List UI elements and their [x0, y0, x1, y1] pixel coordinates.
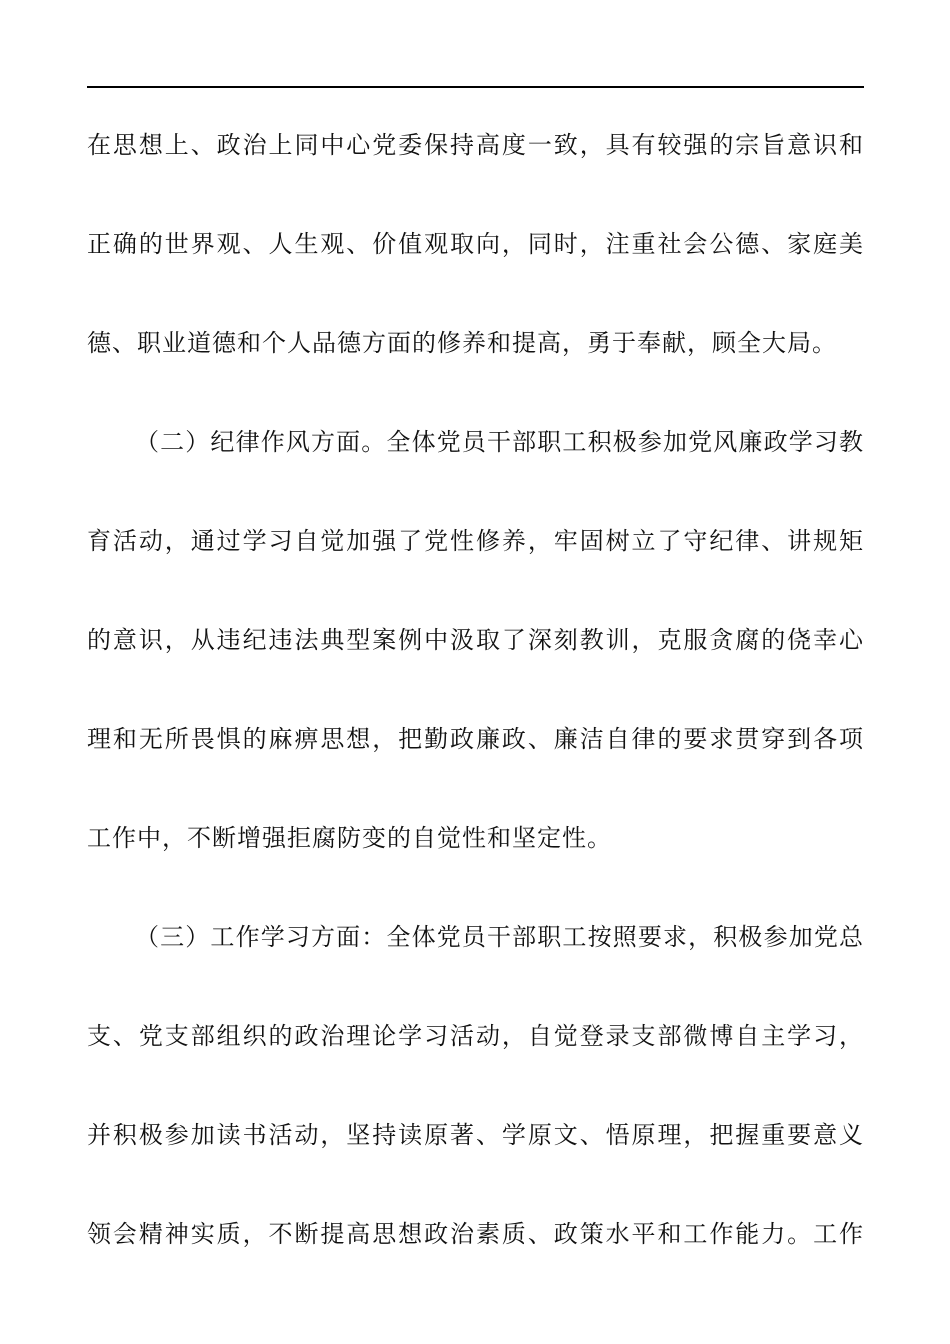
paragraph-line: 工作中，不断增强拒腐防变的自觉性和坚定性。 — [87, 824, 612, 852]
section-heading-line: （二）纪律作风方面。全体党员干部职工积极参加党风廉政学习教 — [135, 428, 864, 456]
paragraph-line: 并积极参加读书活动，坚持读原著、学原文、悟原理，把握重要意义 — [87, 1121, 864, 1149]
paragraph-line: 德、职业道德和个人品德方面的修养和提高，勇于奉献，顾全大局。 — [87, 329, 837, 357]
paragraph-line: 正确的世界观、人生观、价值观取向，同时，注重社会公德、家庭美 — [87, 230, 864, 258]
paragraph-line: 育活动，通过学习自觉加强了党性修养，牢固树立了守纪律、讲规矩 — [87, 527, 864, 555]
section-heading-line: （三）工作学习方面：全体党员干部职工按照要求，积极参加党总 — [135, 923, 864, 951]
paragraph-line: 支、党支部组织的政治理论学习活动，自觉登录支部微博自主学习， — [87, 1022, 864, 1050]
paragraph-line: 领会精神实质，不断提高思想政治素质、政策水平和工作能力。工作 — [87, 1220, 864, 1248]
paragraph-line: 理和无所畏惧的麻痹思想，把勤政廉政、廉洁自律的要求贯穿到各项 — [87, 725, 864, 753]
paragraph-line: 在思想上、政治上同中心党委保持高度一致，具有较强的宗旨意识和 — [87, 131, 864, 159]
paragraph-line: 的意识，从违纪违法典型案例中汲取了深刻教训，克服贪腐的侥幸心 — [87, 626, 864, 654]
header-rule — [87, 86, 864, 88]
